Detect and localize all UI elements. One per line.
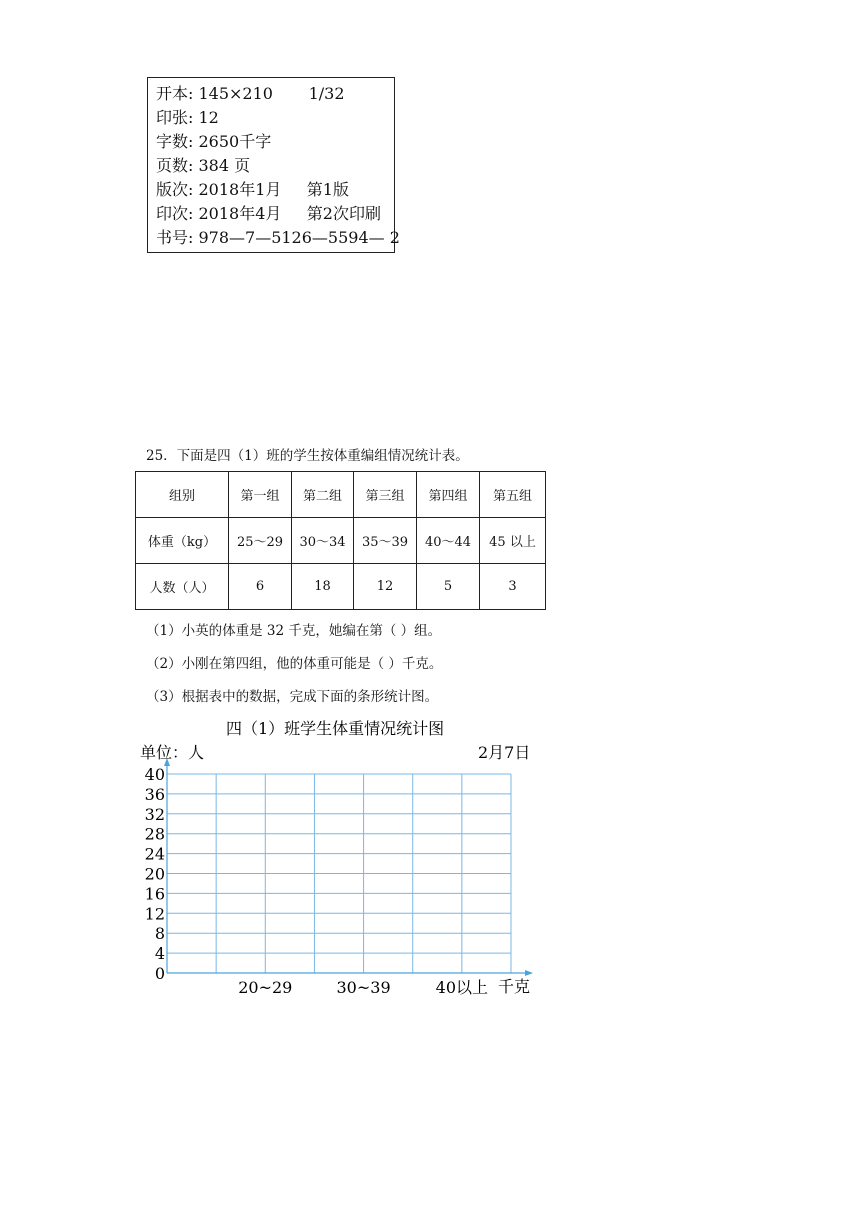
table-cell: 6	[229, 564, 292, 610]
question-title: 25．下面是四（1）班的学生按体重编组情况统计表。	[146, 448, 469, 464]
table-cell: 3	[480, 564, 546, 610]
y-tick-label: 16	[144, 884, 165, 904]
y-tick-label: 0	[154, 964, 165, 983]
y-tick-label: 32	[144, 804, 165, 824]
x-tick-label: 30~39	[336, 978, 391, 997]
chart-x-axis-label: 千克	[498, 977, 531, 996]
weight-group-table	[135, 471, 546, 610]
info-line-wordcount: 字数: 2650千字	[156, 132, 272, 151]
table-cell: 25～29	[229, 518, 292, 564]
weight-bar-chart	[140, 712, 540, 1002]
table-cell: 40～44	[417, 518, 480, 564]
chart-grid	[167, 774, 511, 973]
table-cell: 35～39	[354, 518, 417, 564]
table-cell: 5	[417, 564, 480, 610]
sub-question-2: （2）小刚在第四组，他的体重可能是（ ）千克。	[146, 656, 443, 672]
y-tick-label: 20	[144, 864, 165, 884]
chart-unit-label: 单位：人	[140, 743, 205, 762]
table-cell: 第五组	[480, 472, 546, 518]
table-header-row	[136, 472, 546, 518]
table-cell: 第二组	[292, 472, 354, 518]
chart-axes	[164, 758, 533, 976]
table-cell: 第四组	[417, 472, 480, 518]
info-line-isbn: 书号: 978—7—5126—5594— 2	[156, 228, 400, 247]
table-row	[136, 518, 546, 564]
book-info-box	[147, 77, 400, 253]
y-tick-label: 36	[144, 784, 165, 804]
table-cell: 第一组	[229, 472, 292, 518]
y-tick-label: 4	[154, 944, 165, 964]
info-line-printing: 印次: 2018年4月 第2次印刷	[156, 204, 381, 223]
table-cell: 体重（kg）	[136, 518, 229, 564]
info-line-edition: 版次: 2018年1月 第1版	[156, 180, 349, 199]
x-axis-arrow	[525, 970, 533, 976]
info-line-pages: 页数: 384 页	[156, 156, 251, 175]
table-cell: 30～34	[292, 518, 354, 564]
table-cell: 第三组	[354, 472, 417, 518]
table-row	[136, 564, 546, 610]
info-line-sheets: 印张: 12	[156, 108, 219, 127]
info-line-format: 开本: 145×210 1/32	[156, 84, 345, 103]
x-tick-label: 20~29	[238, 978, 293, 997]
table-cell: 人数（人）	[136, 564, 229, 610]
y-tick-label: 8	[154, 924, 165, 944]
table-cell: 18	[292, 564, 354, 610]
y-tick-label: 28	[144, 824, 165, 844]
y-tick-label: 12	[144, 904, 165, 924]
x-tick-label: 40以上	[435, 978, 489, 997]
y-tick-label: 24	[144, 844, 165, 864]
chart-title: 四（1）班学生体重情况统计图	[226, 719, 445, 738]
sub-question-1: （1）小英的体重是 32 千克，她编在第（ ）组。	[146, 623, 442, 639]
table-cell: 组别	[136, 472, 229, 518]
table-cell: 12	[354, 564, 417, 610]
chart-labels	[145, 765, 488, 997]
table-cell: 45 以上	[480, 518, 546, 564]
chart-date-label: 2月7日	[478, 743, 531, 762]
y-tick-label: 40	[144, 765, 165, 784]
sub-question-3: （3）根据表中的数据，完成下面的条形统计图。	[146, 689, 439, 705]
